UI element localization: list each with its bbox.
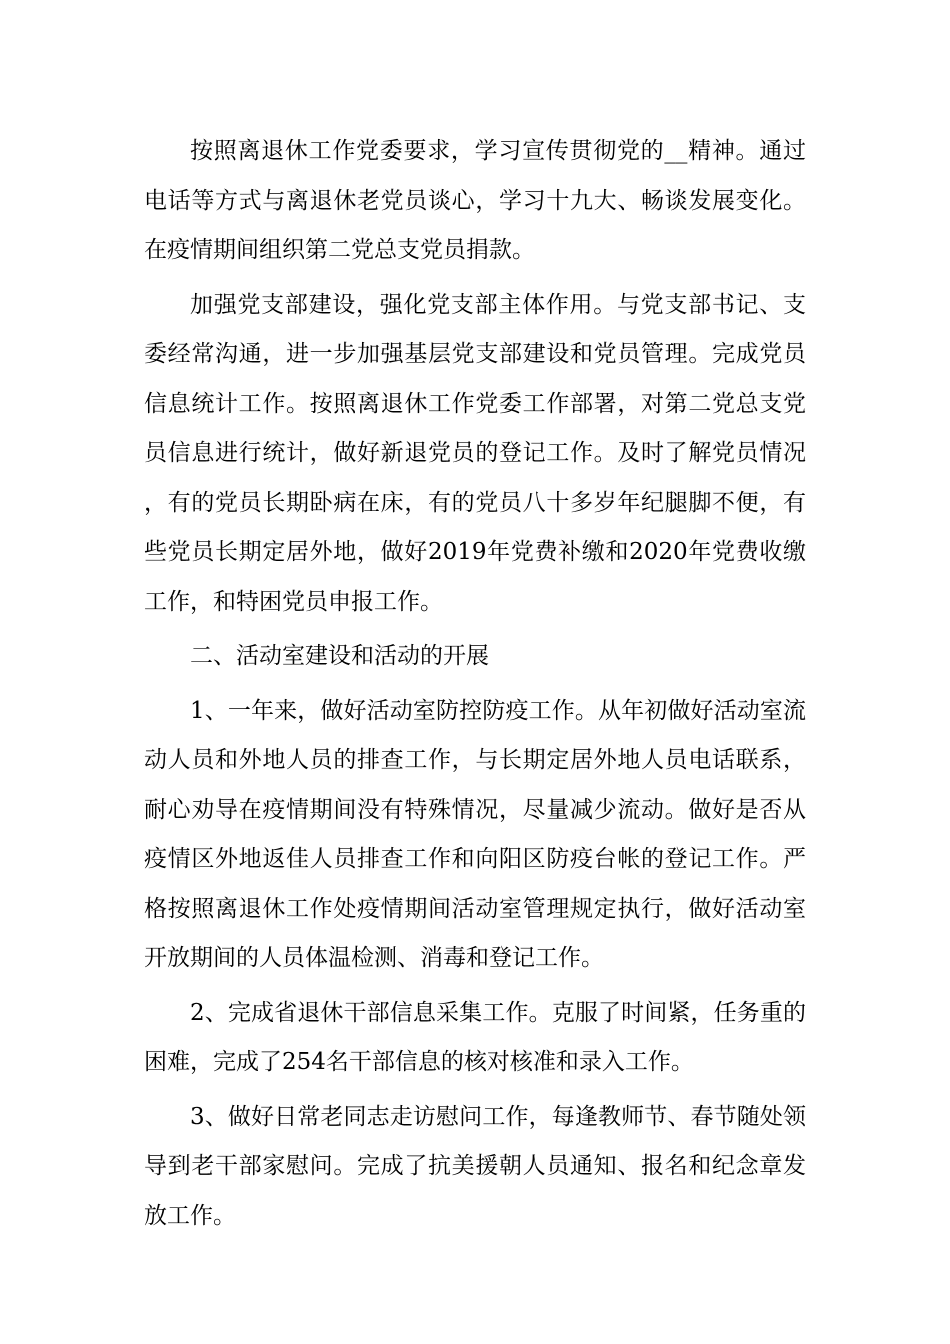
paragraph-branch-building: 加强党支部建设，强化党支部主体作用。与党支部书记、支委经常沟通，进一步加强基层党支部建设和党员管理。完成党员信息统计工作。按照离退休工作党委工作部署，对第二党总支党员信息进行统计，做好新退党员的登记工作。及时了解党员情况，有的党员长期卧病在床，有的党员八十多岁年纪腿脚不便，有些党员长期定居外地，做好2019年党费补缴和2020年党费收缴工作，和特困党员申报工作。 — [144, 291, 806, 615]
paragraph-item-3: 3、做好日常老同志走访慰问工作，每逢教师节、春节随处领导到老干部家慰问。完成了抗美援朝人员通知、报名和纪念章发放工作。 — [144, 1103, 806, 1229]
paragraph-item-1: 1、一年来，做好活动室防控防疫工作。从年初做好活动室流动人员和外地人员的排查工作，与长期定居外地人员电话联系，耐心劝导在疫情期间没有特殊情况，尽量减少流动。做好是否从疫情区外地返佳人员排查工作和向阳区防疫台帐的登记工作。严格按照离退休工作处疫情期间活动室管理规定执行，做好活动室开放期间的人员体温检测、消毒和登记工作。 — [144, 697, 806, 971]
document-page — [144, 127, 806, 1241]
paragraph-item-2: 2、完成省退休干部信息采集工作。克服了时间紧，任务重的困难，完成了254名干部信息的核对核准和录入工作。 — [144, 999, 806, 1075]
paragraph-party-study: 按照离退休工作党委要求，学习宣传贯彻党的__精神。通过电话等方式与离退休老党员谈心，学习十九大、畅谈发展变化。在疫情期间组织第二党总支党员捐款。 — [144, 138, 806, 263]
section-heading-activity-room: 二、活动室建设和活动的开展 — [190, 643, 489, 669]
